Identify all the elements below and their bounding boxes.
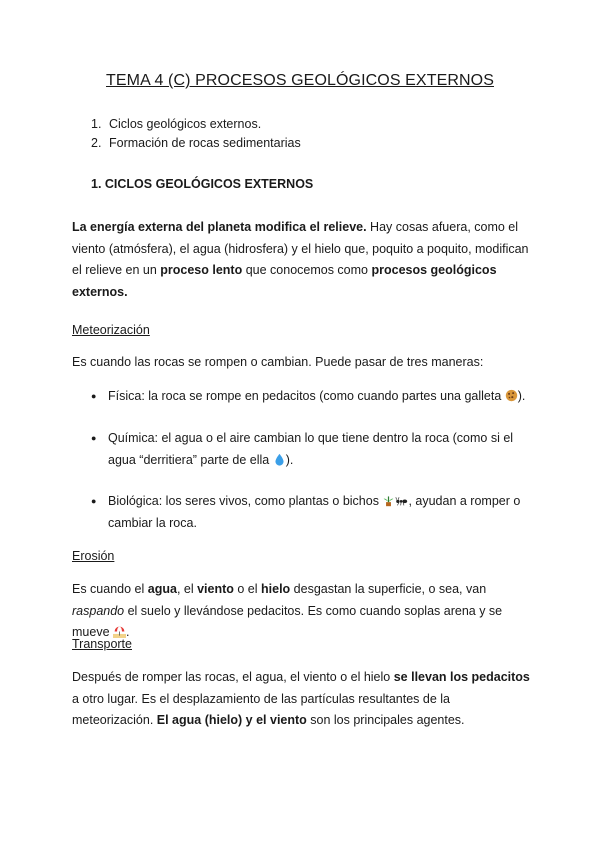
- list-item-text: Física: la roca se rompe en pedacitos (como cuando partes una galleta ).: [108, 389, 526, 403]
- bullet-icon: ●: [91, 496, 97, 506]
- toc-item: [91, 115, 301, 134]
- bullet-icon: ●: [91, 433, 97, 443]
- list-item: [91, 386, 531, 408]
- droplet-icon: [273, 453, 286, 466]
- bullet-icon: ●: [91, 391, 97, 401]
- cookie-icon: [505, 389, 518, 402]
- subheading-erosion: Erosión: [72, 549, 115, 563]
- intro-bold-3: procesos geológicos externos.: [72, 263, 497, 299]
- intro-text-2: que conocemos como: [242, 263, 372, 277]
- subheading-meteorizacion: Meteorización: [72, 323, 150, 337]
- ant-icon: [395, 494, 408, 507]
- table-of-contents: [91, 115, 301, 153]
- list-item: [91, 491, 531, 534]
- list-item-text: Biológica: los seres vivos, como plantas o bichos , ayudan a romper o cambiar la roca.: [108, 494, 521, 530]
- intro-paragraph: [72, 217, 532, 303]
- subheading-transporte: Transporte: [72, 637, 132, 651]
- intro-bold-2: proceso lento: [160, 263, 243, 277]
- list-item-text: Química: el agua o el aire cambian lo que tiene dentro la roca (como si el agua “derritiera” parte de ella ).: [108, 431, 514, 467]
- meteorizacion-intro: Es cuando las rocas se rompen o cambian. Puede pasar de tres maneras:: [72, 355, 484, 369]
- transporte-paragraph: Después de romper las rocas, el agua, el viento o el hielo se llevan los pedacitos a otro lugar. Es el desplazamiento de las partículas resultantes de la meteorización. El agua (hielo) y el viento son los principales agentes.: [72, 670, 530, 727]
- toc-item-label: Ciclos geológicos externos.: [109, 117, 262, 131]
- toc-item-label: Formación de rocas sedimentarias: [109, 136, 301, 150]
- toc-item: [91, 134, 301, 153]
- toc-item-number: 1.: [91, 117, 102, 131]
- section-heading: 1. CICLOS GEOLÓGICOS EXTERNOS: [91, 177, 314, 191]
- plant-icon: [382, 494, 395, 507]
- toc-item-number: 2.: [91, 136, 102, 150]
- document-title: TEMA 4 (C) PROCESOS GEOLÓGICOS EXTERNOS: [106, 72, 494, 89]
- list-item: [91, 428, 531, 471]
- intro-text-1: Hay cosas afuera, como el viento (atmósfera), el agua (hidrosfera) y el hielo que, poquito a poquito, modifican el relieve en un: [72, 220, 529, 277]
- erosion-paragraph: Es cuando el agua, el viento o el hielo desgastan la superficie, o sea, van raspando el suelo y llevándose pedacitos. Es como cuando soplas arena y se mueve .: [72, 582, 503, 639]
- intro-bold-1: La energía externa del planeta modifica el relieve.: [72, 220, 367, 234]
